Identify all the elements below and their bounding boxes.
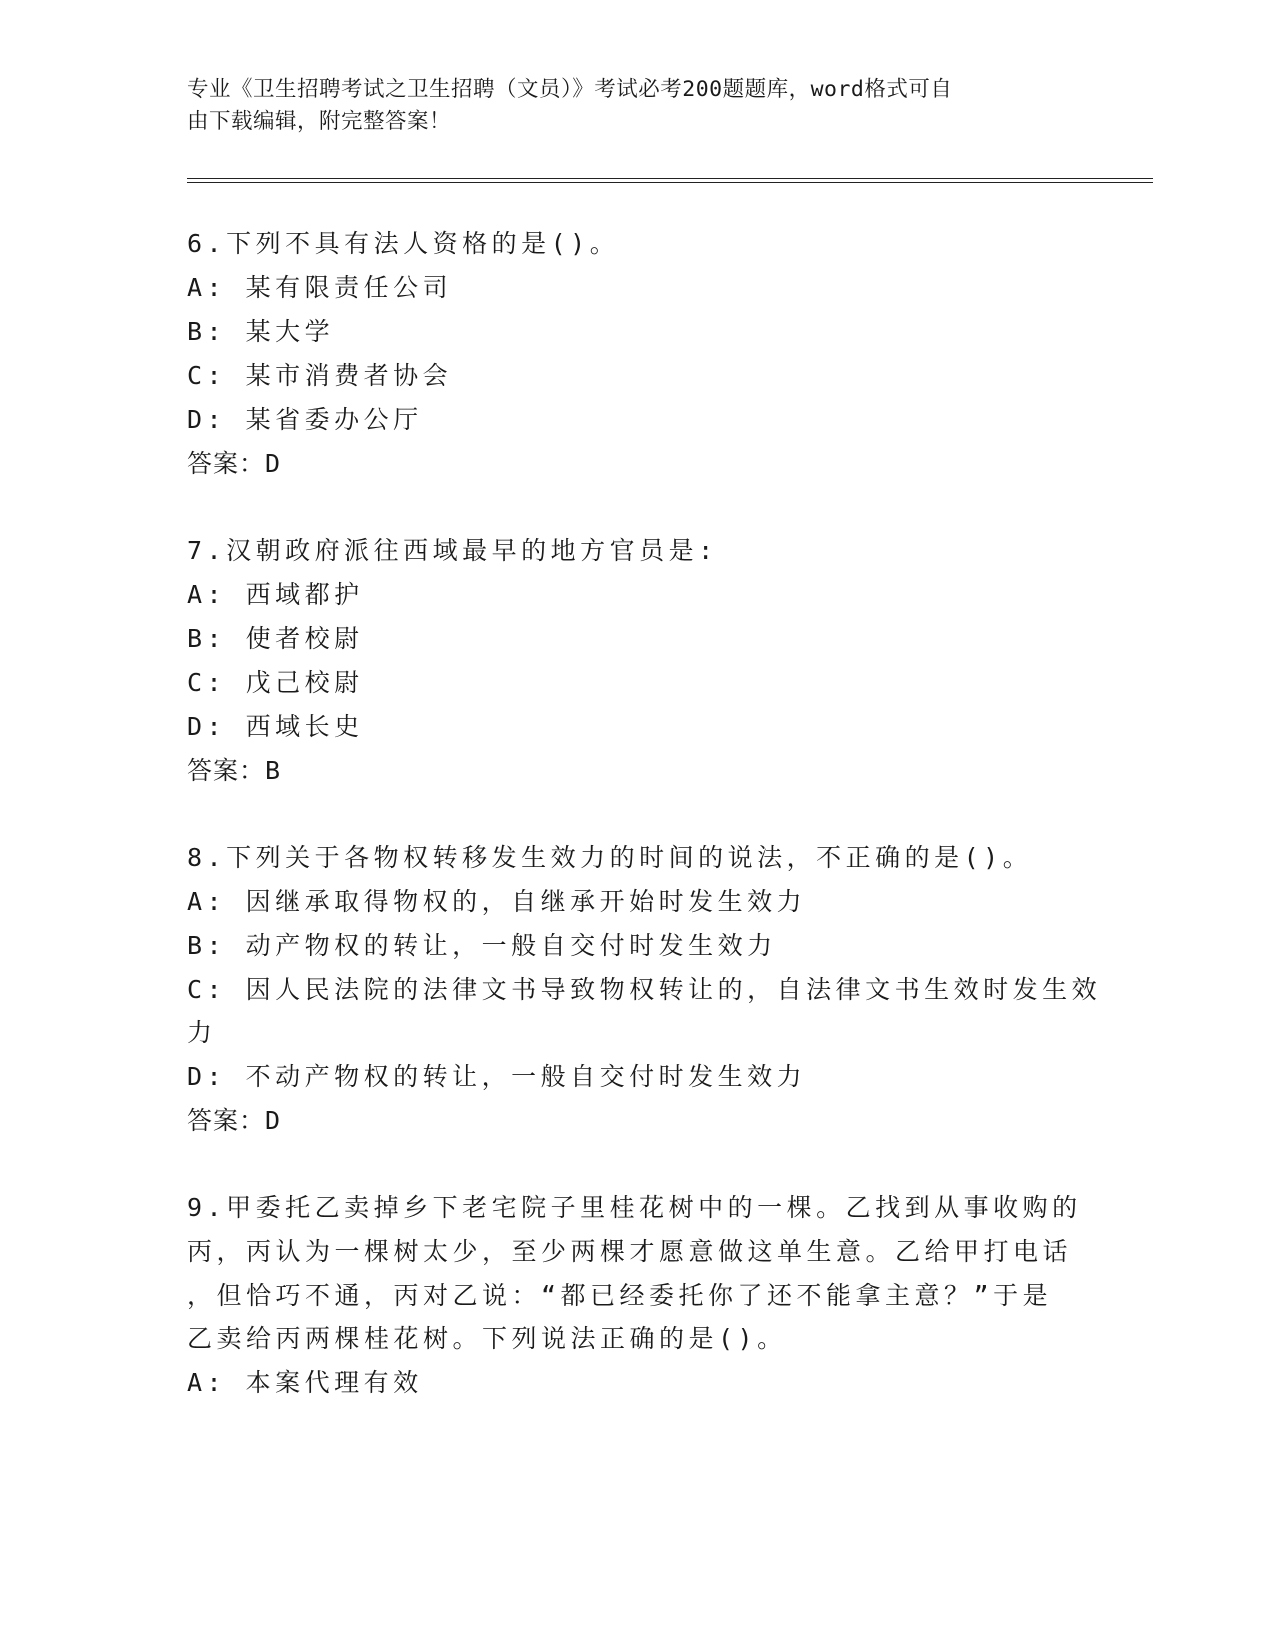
answer-line bbox=[187, 449, 281, 479]
answer-label: 答案： bbox=[187, 449, 266, 478]
question-stem: 6.下列不具有法人资格的是()。 bbox=[187, 229, 620, 258]
answer-line bbox=[187, 756, 281, 786]
option-c: C: 因人民法院的法律文书导致物权转让的，自法律文书生效时发生效 bbox=[187, 975, 1102, 1004]
header-divider-bottom bbox=[187, 182, 1153, 183]
option-d: D: 不动产物权的转让，一般自交付时发生效力 bbox=[187, 1062, 807, 1091]
option-b: B: 某大学 bbox=[187, 317, 335, 346]
option-a: A: 本案代理有效 bbox=[187, 1368, 423, 1397]
option-c: C: 戊己校尉 bbox=[187, 668, 364, 697]
answer-value: B bbox=[265, 756, 282, 785]
option-d: D: 西域长史 bbox=[187, 712, 364, 741]
option-d: D: 某省委办公厅 bbox=[187, 405, 423, 434]
document-header bbox=[187, 74, 1067, 138]
question-stem: 8.下列关于各物权转移发生效力的时间的说法，不正确的是()。 bbox=[187, 843, 1033, 872]
option-c-continued: 力 bbox=[187, 1018, 217, 1047]
header-line-1: 专业《卫生招聘考试之卫生招聘（文员）》考试必考200题题库，word格式可自 bbox=[187, 77, 953, 102]
option-a: A: 因继承取得物权的，自继承开始时发生效力 bbox=[187, 887, 807, 916]
answer-label: 答案： bbox=[187, 1106, 266, 1135]
question-stem-line-2: 丙，丙认为一棵树太少，至少两棵才愿意做这单生意。乙给甲打电话 bbox=[187, 1237, 1073, 1266]
question-stem-line-4: 乙卖给丙两棵桂花树。下列说法正确的是()。 bbox=[187, 1324, 787, 1353]
question-stem: 7.汉朝政府派往西域最早的地方官员是: bbox=[187, 536, 718, 565]
header-divider-top bbox=[187, 178, 1153, 179]
answer-line bbox=[187, 1106, 281, 1136]
question-stem-line-3: ，但恰巧不通，丙对乙说：“都已经委托你了还不能拿主意？”于是 bbox=[187, 1281, 1053, 1310]
option-a: A: 西域都护 bbox=[187, 580, 364, 609]
answer-label: 答案： bbox=[187, 756, 266, 785]
answer-value: D bbox=[265, 1106, 282, 1135]
option-c: C: 某市消费者协会 bbox=[187, 361, 453, 390]
option-b: B: 使者校尉 bbox=[187, 624, 364, 653]
answer-value: D bbox=[265, 449, 282, 478]
question-stem-line-1: 9.甲委托乙卖掉乡下老宅院子里桂花树中的一棵。乙找到从事收购的 bbox=[187, 1193, 1082, 1222]
header-line-2: 由下载编辑，附完整答案！ bbox=[187, 109, 452, 134]
option-a: A: 某有限责任公司 bbox=[187, 273, 453, 302]
option-b: B: 动产物权的转让，一般自交付时发生效力 bbox=[187, 931, 777, 960]
